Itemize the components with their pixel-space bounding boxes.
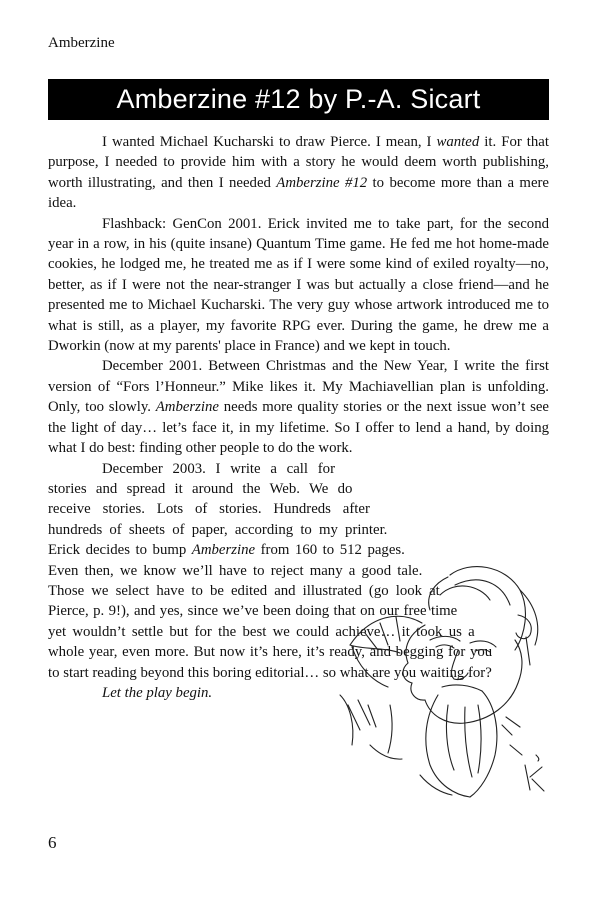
page-number: 6 <box>48 833 57 852</box>
paragraph-1-text-a: I wanted Michael Kucharski to draw Pierce. I mean, I <box>102 134 437 150</box>
closing-line: Let the play begin. <box>102 684 213 701</box>
paragraph-4-emphasis: Amberzine <box>191 542 256 559</box>
paragraph-1 <box>48 132 549 214</box>
running-head: Amberzine <box>48 35 115 51</box>
paragraph-1-text-c: to become more than a mere idea. <box>48 174 550 212</box>
paragraph-3-text-b: needs more quality stories or the next issue won’t see the light of day… let’s face it, in my lifetime. So I offer to lend a hand, by doing what I do best: finding other people to do the work. <box>48 399 550 457</box>
paragraph-3-emphasis: Amberzine <box>155 399 220 416</box>
paragraph-3 <box>48 356 549 458</box>
paragraph-4-text-b: from 160 to 512 pages. Even then, we know we’ll have to reject many a good tale. Those we select have to be edited and illustrated (go look at Pierce, p. 9!), and yes, since we’ve been doing that on our free time yet wouldn’t settle but for the best we could achieve… it took us a whole year, even more. But now it’s here, it’s ready, and begging for you to start reading beyond this boring editorial… so what are you waiting for? <box>48 542 493 681</box>
paragraph-3-text-a: December 2001. Between Christmas and the New Year, I write the first version of “Fors l’Honneur.” Mike likes it. My Machiavellian plan is unfolding. Only, too slowly. <box>48 358 549 416</box>
article-title: Amberzine #12 by P.-A. Sicart <box>116 84 481 114</box>
paragraph-4-text-a: December 2003. I write a call for stories and spread it around the Web. We do receive stories. Lots of stories. Hundreds after hundreds of sheets of paper, according to my printer. Erick decides to bump <box>48 460 388 559</box>
sketch-portrait-illustration <box>330 555 550 805</box>
paragraph-2: Flashback: GenCon 2001. Erick invited me to take part, for the second year in a row, in his (quite insane) Quantum Time game. He fed me hot home-made cookies, he lodged me, he treated me as if I were some kind of exiled royalty—no, better, as if I were not the near-stranger I was but actually a close friend—and he presented me to Michael Kucharski. The very guy whose artwork introduced me to what is still, as a player, my favorite RPG ever. During the game, he drew me a Dworkin (now at my parents' place in France) and we kept in touch. <box>48 215 549 355</box>
paragraph-1-text-b: it. For that purpose, I needed to provide him with a story he would deem worth publishing, worth illustrating, and then I needed <box>48 134 549 191</box>
paragraph-1-emphasis-b: Amberzine #12 <box>276 174 368 191</box>
title-bar <box>48 79 549 120</box>
paragraph-1-emphasis-a: wanted <box>436 134 480 150</box>
